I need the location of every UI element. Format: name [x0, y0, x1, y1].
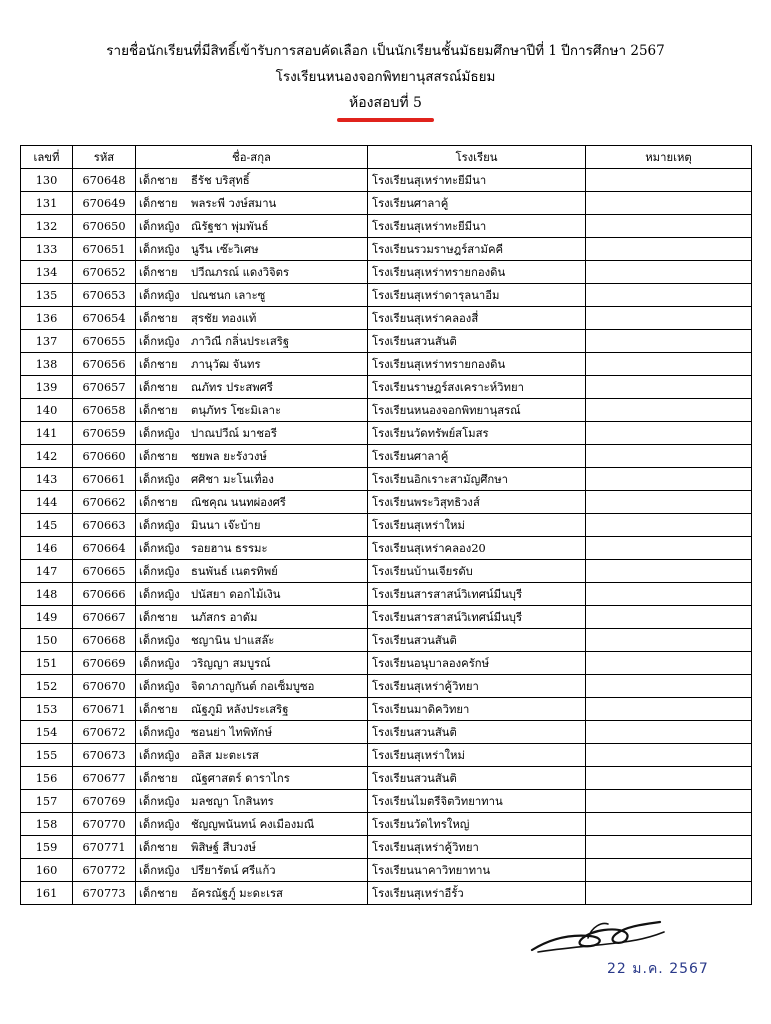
- cell-no: 158: [21, 813, 73, 836]
- table-row: [21, 882, 752, 905]
- cell-note: [586, 859, 752, 882]
- student-name: มินนา เจ๊ะบ้าย: [191, 519, 261, 532]
- student-title: เด็กหญิง: [139, 795, 180, 808]
- cell-id: 670662: [73, 491, 136, 514]
- table-row: [21, 514, 752, 537]
- student-name: ภาวิณี กลิ่นประเสริฐ: [191, 335, 290, 348]
- cell-id: 670656: [73, 353, 136, 376]
- cell-id: 670773: [73, 882, 136, 905]
- table-row: [21, 353, 752, 376]
- cell-no: 155: [21, 744, 73, 767]
- cell-id: 670677: [73, 767, 136, 790]
- table-row: [21, 238, 752, 261]
- cell-school: โรงเรียนมาดิควิทยา: [368, 698, 586, 721]
- cell-name: [136, 882, 368, 905]
- student-name: ปาณปวีณ์ มาชอรี: [191, 427, 277, 440]
- cell-no: 146: [21, 537, 73, 560]
- cell-note: [586, 882, 752, 905]
- cell-id: 670770: [73, 813, 136, 836]
- cell-no: 135: [21, 284, 73, 307]
- cell-school: โรงเรียนสุเหร่าดารุลนาอีม: [368, 284, 586, 307]
- cell-note: [586, 284, 752, 307]
- cell-school: โรงเรียนวัดทรัพย์สโมสร: [368, 422, 586, 445]
- student-name: นภัสกร อาดัม: [191, 611, 258, 624]
- cell-school: โรงเรียนอนุบาลองครักษ์: [368, 652, 586, 675]
- cell-id: 670655: [73, 330, 136, 353]
- col-header-note: หมายเหตุ: [586, 146, 752, 169]
- cell-school: โรงเรียนสุเหร่าทรายกองดิน: [368, 353, 586, 376]
- student-title: เด็กชาย: [139, 772, 178, 785]
- student-name: ซอนย่า ไทพิทักษ์: [191, 726, 273, 739]
- student-title: เด็กชาย: [139, 381, 178, 394]
- cell-name: [136, 606, 368, 629]
- cell-name: [136, 192, 368, 215]
- cell-id: 670648: [73, 169, 136, 192]
- cell-note: [586, 583, 752, 606]
- cell-id: 670672: [73, 721, 136, 744]
- cell-school: โรงเรียนสุเหร่าคลอง20: [368, 537, 586, 560]
- cell-note: [586, 560, 752, 583]
- cell-school: โรงเรียนสุเหร่าทะยีมีนา: [368, 169, 586, 192]
- table-row: [21, 537, 752, 560]
- cell-id: 670669: [73, 652, 136, 675]
- cell-name: [136, 836, 368, 859]
- cell-school: โรงเรียนศาลาคู้: [368, 192, 586, 215]
- cell-school: โรงเรียนหนองจอกพิทยานุสรณ์: [368, 399, 586, 422]
- table-row: [21, 629, 752, 652]
- cell-id: 670665: [73, 560, 136, 583]
- cell-no: 140: [21, 399, 73, 422]
- cell-id: 670661: [73, 468, 136, 491]
- student-title: เด็กชาย: [139, 197, 178, 210]
- student-name: อลิส มะตะเรส: [191, 749, 259, 762]
- cell-school: โรงเรียนพระวิสุทธิวงส์: [368, 491, 586, 514]
- student-title: เด็กหญิง: [139, 519, 180, 532]
- cell-id: 670653: [73, 284, 136, 307]
- table-row: [21, 261, 752, 284]
- cell-note: [586, 261, 752, 284]
- student-title: เด็กชาย: [139, 358, 178, 371]
- col-header-school: โรงเรียน: [368, 146, 586, 169]
- table-row: [21, 445, 752, 468]
- cell-no: 148: [21, 583, 73, 606]
- student-name: สุรชัย ทองแท้: [191, 312, 257, 325]
- student-title: เด็กหญิง: [139, 864, 180, 877]
- document-header: [0, 38, 771, 116]
- student-title: เด็กชาย: [139, 266, 178, 279]
- student-title: เด็กหญิง: [139, 565, 180, 578]
- student-name: ชัญญพนันทน์ คงเมืองมณี: [191, 818, 315, 831]
- cell-school: โรงเรียนสุเหร่าคู้วิทยา: [368, 675, 586, 698]
- cell-name: [136, 353, 368, 376]
- cell-school: โรงเรียนสุเหร่าคลองสี่: [368, 307, 586, 330]
- cell-note: [586, 652, 752, 675]
- cell-no: 160: [21, 859, 73, 882]
- student-name: ธีรัช บริสุทธิ์: [191, 174, 250, 187]
- cell-note: [586, 514, 752, 537]
- cell-note: [586, 491, 752, 514]
- student-title: เด็กหญิง: [139, 427, 180, 440]
- student-title: เด็กชาย: [139, 450, 178, 463]
- school-name: โรงเรียนหนองจอกพิทยานุสสรณ์มัธยม: [275, 69, 496, 85]
- cell-no: 137: [21, 330, 73, 353]
- cell-note: [586, 767, 752, 790]
- cell-name: [136, 859, 368, 882]
- cell-school: โรงเรียนสารสาสน์วิเทศน์มีนบุรี: [368, 583, 586, 606]
- exam-room-text: ห้องสอบที่ 5: [349, 95, 422, 111]
- cell-note: [586, 215, 752, 238]
- student-name: ตนุภัทร โซะมิเลาะ: [191, 404, 282, 417]
- cell-id: 670668: [73, 629, 136, 652]
- cell-no: 136: [21, 307, 73, 330]
- cell-id: 670658: [73, 399, 136, 422]
- cell-note: [586, 353, 752, 376]
- student-name: จิดาภาญกันต์ กอเซ็มบูซอ: [191, 680, 315, 693]
- cell-no: 139: [21, 376, 73, 399]
- student-title: เด็กชาย: [139, 404, 178, 417]
- table-row: [21, 652, 752, 675]
- cell-school: โรงเรียนอิกเราะสามัญศึกษา: [368, 468, 586, 491]
- student-name: พลระพี วงษ์สมาน: [191, 197, 277, 210]
- table-row: [21, 560, 752, 583]
- student-name: ณัฐศาสตร์ ดาราไกร: [191, 772, 290, 785]
- cell-id: 670771: [73, 836, 136, 859]
- cell-name: [136, 767, 368, 790]
- table-row: [21, 399, 752, 422]
- cell-id: 670772: [73, 859, 136, 882]
- cell-name: [136, 169, 368, 192]
- cell-name: [136, 790, 368, 813]
- cell-name: [136, 652, 368, 675]
- cell-name: [136, 537, 368, 560]
- cell-name: [136, 215, 368, 238]
- table-header-row: [21, 146, 752, 169]
- cell-no: 159: [21, 836, 73, 859]
- student-title: เด็กหญิง: [139, 657, 180, 670]
- table-row: [21, 169, 752, 192]
- student-name: รอยฮาน ธรรมะ: [191, 542, 268, 555]
- student-title: เด็กหญิง: [139, 473, 180, 486]
- student-title: เด็กหญิง: [139, 680, 180, 693]
- cell-note: [586, 744, 752, 767]
- student-name: วริญญา สมบูรณ์: [191, 657, 271, 670]
- cell-school: โรงเรียนศาลาคู้: [368, 445, 586, 468]
- table-row: [21, 284, 752, 307]
- cell-note: [586, 238, 752, 261]
- cell-name: [136, 675, 368, 698]
- table-row: [21, 215, 752, 238]
- cell-name: [136, 698, 368, 721]
- table-row: [21, 813, 752, 836]
- cell-no: 150: [21, 629, 73, 652]
- cell-name: [136, 284, 368, 307]
- student-name: ชญานิน ปาแสล๊ะ: [191, 634, 275, 647]
- cell-note: [586, 836, 752, 859]
- cell-id: 670670: [73, 675, 136, 698]
- cell-note: [586, 606, 752, 629]
- student-name: นูรีน เซ๊ะวิเศษ: [191, 243, 259, 256]
- cell-id: 670667: [73, 606, 136, 629]
- cell-school: โรงเรียนสารสาสน์วิเทศน์มีนบุรี: [368, 606, 586, 629]
- student-title: เด็กหญิง: [139, 588, 180, 601]
- document-title: รายชื่อนักเรียนที่มีสิทธิ์เข้ารับการสอบคัดเลือก เป็นนักเรียนชั้นมัธยมศึกษาปีที่ 1 ปีการศึกษา 2567: [106, 43, 665, 59]
- student-title: เด็กหญิง: [139, 220, 180, 233]
- table-row: [21, 491, 752, 514]
- cell-id: 670671: [73, 698, 136, 721]
- student-title: เด็กชาย: [139, 611, 178, 624]
- cell-school: โรงเรียนสุเหร่าอีรั้ว: [368, 882, 586, 905]
- student-name: อัครณัฐภู์ มะดะเรส: [191, 887, 283, 900]
- student-title: เด็กชาย: [139, 703, 178, 716]
- cell-id: 670673: [73, 744, 136, 767]
- cell-no: 149: [21, 606, 73, 629]
- cell-school: โรงเรียนบ้านเจียรดับ: [368, 560, 586, 583]
- cell-no: 151: [21, 652, 73, 675]
- cell-name: [136, 307, 368, 330]
- cell-no: 132: [21, 215, 73, 238]
- cell-note: [586, 537, 752, 560]
- cell-name: [136, 376, 368, 399]
- table-row: [21, 790, 752, 813]
- cell-school: โรงเรียนสวนสันติ: [368, 629, 586, 652]
- cell-note: [586, 330, 752, 353]
- cell-school: โรงเรียนสุเหร่าทรายกองดิน: [368, 261, 586, 284]
- cell-name: [136, 721, 368, 744]
- student-title: เด็กชาย: [139, 174, 178, 187]
- cell-no: 152: [21, 675, 73, 698]
- cell-id: 670666: [73, 583, 136, 606]
- cell-school: โรงเรียนรวมราษฎร์สามัคคี: [368, 238, 586, 261]
- col-header-no: เลขที่: [21, 146, 73, 169]
- cell-school: โรงเรียนไมตรีจิตวิทยาทาน: [368, 790, 586, 813]
- table-row: [21, 698, 752, 721]
- student-name: ปวีณภรณ์ แดงวิจิตร: [191, 266, 290, 279]
- table-row: [21, 721, 752, 744]
- student-title: เด็กหญิง: [139, 542, 180, 555]
- cell-school: โรงเรียนสุเหร่าคู้วิทยา: [368, 836, 586, 859]
- cell-name: [136, 330, 368, 353]
- student-name: ธนพันธ์ เนตรทิพย์: [191, 565, 278, 578]
- cell-note: [586, 422, 752, 445]
- cell-name: [136, 629, 368, 652]
- cell-no: 154: [21, 721, 73, 744]
- cell-name: [136, 813, 368, 836]
- table-row: [21, 468, 752, 491]
- cell-note: [586, 790, 752, 813]
- cell-school: โรงเรียนราษฎร์สงเคราะห์วิทยา: [368, 376, 586, 399]
- table-row: [21, 859, 752, 882]
- cell-no: 131: [21, 192, 73, 215]
- cell-no: 138: [21, 353, 73, 376]
- student-title: เด็กหญิง: [139, 289, 180, 302]
- cell-no: 145: [21, 514, 73, 537]
- cell-no: 147: [21, 560, 73, 583]
- cell-no: 130: [21, 169, 73, 192]
- cell-note: [586, 468, 752, 491]
- cell-no: 153: [21, 698, 73, 721]
- cell-school: โรงเรียนสวนสันติ: [368, 721, 586, 744]
- handwritten-signature: [528, 912, 668, 962]
- student-title: เด็กชาย: [139, 841, 178, 854]
- cell-school: โรงเรียนนาคาวิทยาทาน: [368, 859, 586, 882]
- student-name: มลชญา โกสินทร: [191, 795, 274, 808]
- cell-id: 670769: [73, 790, 136, 813]
- cell-id: 670650: [73, 215, 136, 238]
- student-title: เด็กหญิง: [139, 726, 180, 739]
- student-title: เด็กหญิง: [139, 335, 180, 348]
- student-name: ณัฐภูมิ หลังประเสริฐ: [191, 703, 289, 716]
- table-row: [21, 767, 752, 790]
- student-title: เด็กหญิง: [139, 749, 180, 762]
- cell-no: 157: [21, 790, 73, 813]
- student-title: เด็กชาย: [139, 496, 178, 509]
- cell-school: โรงเรียนสุเหร่าใหม่: [368, 744, 586, 767]
- table-body: [21, 169, 752, 905]
- cell-id: 670657: [73, 376, 136, 399]
- cell-id: 670649: [73, 192, 136, 215]
- cell-name: [136, 491, 368, 514]
- cell-name: [136, 399, 368, 422]
- cell-note: [586, 307, 752, 330]
- cell-no: 161: [21, 882, 73, 905]
- table-row: [21, 675, 752, 698]
- student-name: พิสิษฐ์ สีบวงษ์: [191, 841, 256, 854]
- table-row: [21, 583, 752, 606]
- cell-school: โรงเรียนสวนสันติ: [368, 330, 586, 353]
- cell-note: [586, 721, 752, 744]
- cell-no: 133: [21, 238, 73, 261]
- student-name: ปณชนก เลาะซู: [191, 289, 266, 302]
- col-header-name: ชื่อ-สกุล: [136, 146, 368, 169]
- student-name: ณภัทร ประสพศรี: [191, 381, 273, 394]
- cell-school: โรงเรียนสุเหร่าทะยีมีนา: [368, 215, 586, 238]
- cell-name: [136, 583, 368, 606]
- cell-no: 156: [21, 767, 73, 790]
- cell-no: 141: [21, 422, 73, 445]
- cell-school: โรงเรียนวัดไทรใหญ่: [368, 813, 586, 836]
- cell-note: [586, 169, 752, 192]
- cell-name: [136, 445, 368, 468]
- cell-no: 144: [21, 491, 73, 514]
- student-title: เด็กหญิง: [139, 818, 180, 831]
- student-name: ภานุวัฒ จันทร: [191, 358, 261, 371]
- cell-school: โรงเรียนสวนสันติ: [368, 767, 586, 790]
- cell-name: [136, 468, 368, 491]
- exam-room-label: [349, 90, 422, 116]
- student-name: ปนัสยา ดอกไม้เงิน: [191, 588, 281, 601]
- cell-no: 143: [21, 468, 73, 491]
- student-name: ณิรัฐชา พุ่มพันธ์: [191, 220, 269, 233]
- student-name: ณิชคุณ นนทผ่องศรี: [191, 496, 286, 509]
- student-name: ชยพล ยะรังวงษ์: [191, 450, 267, 463]
- table-row: [21, 330, 752, 353]
- cell-no: 134: [21, 261, 73, 284]
- cell-id: 670664: [73, 537, 136, 560]
- red-underline: [337, 118, 434, 122]
- table-row: [21, 606, 752, 629]
- cell-id: 670663: [73, 514, 136, 537]
- table-row: [21, 422, 752, 445]
- student-title: เด็กหญิง: [139, 243, 180, 256]
- table-row: [21, 192, 752, 215]
- cell-note: [586, 399, 752, 422]
- cell-name: [136, 238, 368, 261]
- date-stamp: 22 ม.ค. 2567: [607, 961, 709, 977]
- table-row: [21, 744, 752, 767]
- cell-id: 670652: [73, 261, 136, 284]
- cell-id: 670654: [73, 307, 136, 330]
- cell-id: 670651: [73, 238, 136, 261]
- table-row: [21, 376, 752, 399]
- cell-name: [136, 744, 368, 767]
- cell-note: [586, 813, 752, 836]
- cell-note: [586, 675, 752, 698]
- student-title: เด็กหญิง: [139, 634, 180, 647]
- cell-name: [136, 514, 368, 537]
- student-title: เด็กชาย: [139, 312, 178, 325]
- cell-note: [586, 376, 752, 399]
- col-header-id: รหัส: [73, 146, 136, 169]
- cell-note: [586, 445, 752, 468]
- cell-school: โรงเรียนสุเหร่าใหม่: [368, 514, 586, 537]
- cell-name: [136, 261, 368, 284]
- student-list-table: [20, 145, 752, 905]
- student-title: เด็กชาย: [139, 887, 178, 900]
- cell-name: [136, 560, 368, 583]
- student-name: ปรียารัตน์ ศรีแก้ว: [191, 864, 276, 877]
- cell-id: 670660: [73, 445, 136, 468]
- table-row: [21, 836, 752, 859]
- student-name: ศศิชา มะโนเทื่อง: [191, 473, 274, 486]
- cell-id: 670659: [73, 422, 136, 445]
- cell-name: [136, 422, 368, 445]
- cell-no: 142: [21, 445, 73, 468]
- cell-note: [586, 698, 752, 721]
- table-row: [21, 307, 752, 330]
- cell-note: [586, 629, 752, 652]
- cell-note: [586, 192, 752, 215]
